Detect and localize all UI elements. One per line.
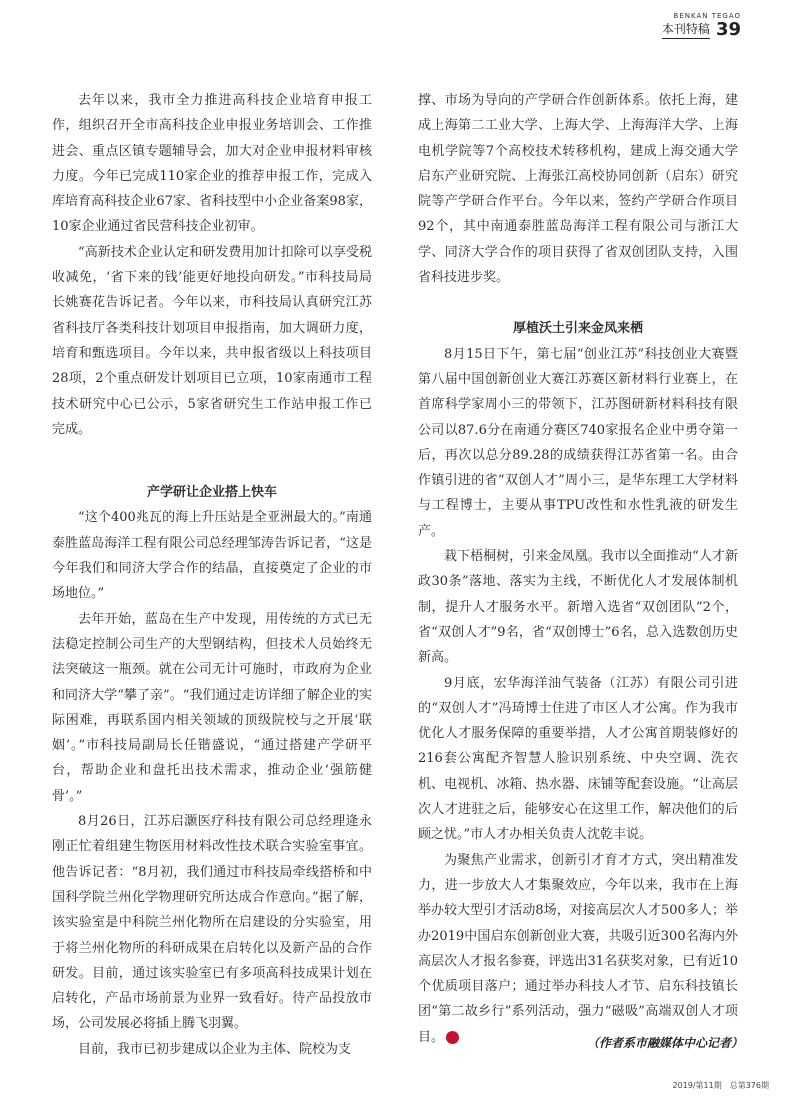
section-heading: 厚植沃土引来金凤来栖 <box>512 321 643 337</box>
paragraph: “高新技术企业认定和研发费用加计扣除可以享受税收减免，‘省下来的钱’能更好地投向研发。”市科技局局长姚赛花告诉记者。今年以来，市科技局认真研究江苏省科技厅各类科技计划项目申报指南，加大调研力度，培育和甄选项目。今年以来，共申报省级以上科技项目28项，2个重点研发计划项目已立项，10家南通市工程技术研究中心已公示，5家省研究生工作站申报工作已完成。 <box>52 244 372 437</box>
paragraph: 去年开始，蓝岛在生产中发现，用传统的方式已无法稳定控制公司生产的大型钢结构，但技术人员始终无法突破这一瓶颈。就在公司无计可施时，市政府为企业和同济大学“攀了亲”。“我们通过走访详细了解企业的实际困难，再联系国内相关领域的顶级院校与之开展‘联姻’。”市科技局副局长任锴盛说，“通过搭建产学研平台，帮助企业和盘托出技术需求，推动企业‘强筋健骨’。” <box>52 611 372 804</box>
paragraph: 目前，我市已初步建成以企业为主体、院校为支 <box>78 1041 352 1057</box>
page-number: 39 <box>715 19 741 40</box>
section-label-cn: 本刊特稿 <box>662 20 710 39</box>
paragraph: “这个400兆瓦的海上升压站是全亚洲最大的。”南通泰胜蓝岛海洋工程有限公司总经理邹涛告诉记者，“这是今年我们和同济大学合作的结晶，直接奠定了企业的市场地位。” <box>52 510 372 602</box>
author-byline: （作者系市融媒体中心记者） <box>586 1036 743 1050</box>
issue-footer: 2019/第11期 总第376期 <box>672 1081 769 1090</box>
section-label-en: BENKAN TEGAO <box>673 12 741 20</box>
page-header <box>662 12 741 39</box>
paragraph: 撑、市场为导向的产学研合作创新体系。依托上海，建成上海第二工业大学、上海大学、上海海洋大学、上海电机学院等7个高校技术转移机构，建成上海交通大学启东产业研究院、上海张江高校协同创新（启东）研究院等产学研合作平台。今年以来，签约产学研合作项目92个，其中南通泰胜蓝岛海洋工程有限公司与浙江大学、同济大学合作的项目获得了省双创团队支持，入围省科技进步奖。 <box>418 93 738 286</box>
left-column <box>52 88 372 1062</box>
paragraph-text: 为聚焦产业需求，创新引才育才方式，突出精准发力，进一步放大人才集聚效应，今年以来，我市在上海举办较大型引才活动8场，对接高层次人才500多人；举办2019中国启东创新创业大赛，共吸引近300名海内外高层次人才报名参赛，评选出31名获奖对象，已有近10个优质项目落户；通过举办科技人才节、启东科技镇长团“第二故乡行”系列活动，强力“磁吸”高端双创人才项目。 <box>418 852 738 1045</box>
paragraph <box>418 848 738 1050</box>
section-heading: 产学研让企业搭上快车 <box>146 485 277 501</box>
end-mark-icon <box>446 1031 459 1044</box>
paragraph: 8月15日下午，第七届“创业江苏”科技创业大赛暨第八届中国创新创业大赛江苏赛区新材料行业赛上，在首席科学家周小三的带领下，江苏图研新材料科技有限公司以87.6分在南通分赛区740家报名企业中勇夺第一后，再次以总分89.28的成绩获得江苏省第一名。由合作镇引进的省“双创人才”周小三，是华东理工大学材料与工程博士，主要从事TPU改性和水性乳液的研发生产。 <box>418 346 738 539</box>
right-column <box>418 88 738 1050</box>
paragraph: 去年以来，我市全力推进高科技企业培育申报工作，组织召开全市高科技企业申报业务培训会、工作推进会、重点区镇专题辅导会，加大对企业申报材料审核力度。今年已完成110家企业的推荐申报工作，完成入库培育高科技企业67家、省科技型中小企业备案98家，10家企业通过省民营科技企业初审。 <box>52 93 372 235</box>
paragraph: 9月底，宏华海洋油气装备（江苏）有限公司引进的“双创人才”冯琦博士住进了市区人才公寓。作为我市优化人才服务保障的重要举措，人才公寓首期装修好的216套公寓配齐智慧人脸识别系统、中央空调、洗衣机、电视机、冰箱、热水器、床铺等配套设施。“让高层次人才进驻之后，能够安心在这里工作，解决他们的后顾之忧。”市人才办相关负责人沈乾丰说。 <box>418 675 738 843</box>
paragraph: 8月26日，江苏启灏医疗科技有限公司总经理逄永刚正忙着组建生物医用材料改性技术联合实验室事宜。他告诉记者：“8月初，我们通过市科技局牵线搭桥和中国科学院兰州化学物理研究所达成合作意向。”据了解，该实验室是中科院兰州化物所在启建设的分实验室，用于将兰州化物所的科研成果在启转化以及新产品的合作研发。目前，通过该实验室已有多项高科技成果计划在启转化，产品市场前景为业界一致看好。待产品投放市场，公司发展必将插上腾飞羽翼。 <box>52 814 372 1032</box>
paragraph: 栽下梧桐树，引来金凤凰。我市以全面推动“人才新政30条”落地、落实为主线，不断优化人才发展体制机制，提升人才服务水平。新增入选省“双创团队”2个，省“双创人才”9名，省“双创博士”6名，总入选数创历史新高。 <box>418 549 738 666</box>
